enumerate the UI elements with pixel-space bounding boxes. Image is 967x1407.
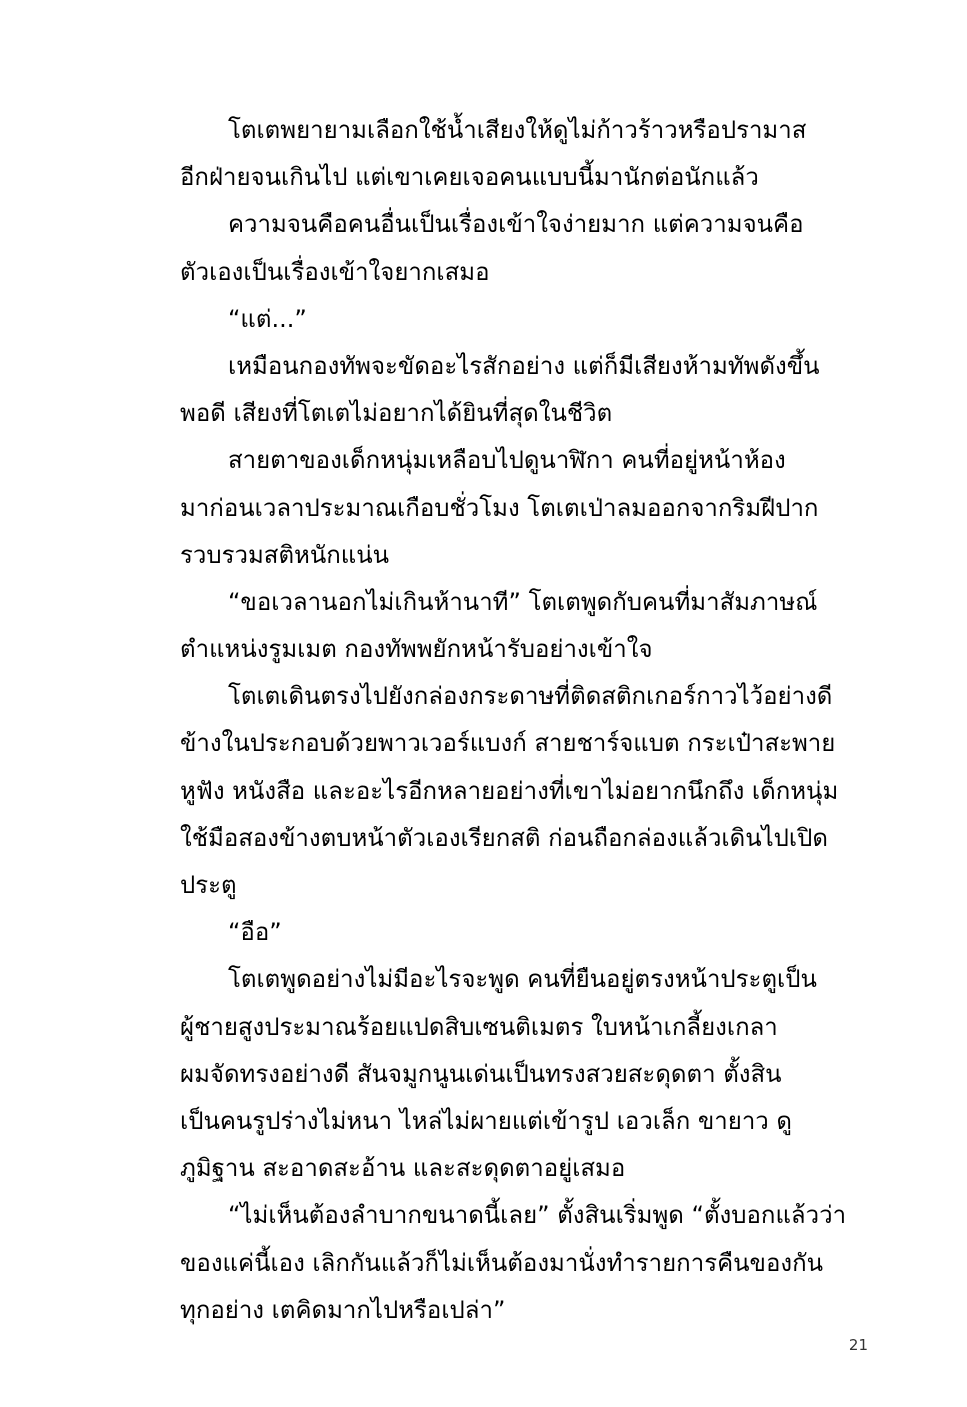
text-line: “ขอเวลานอกไม่เกินห้านาที” โตเตพูดกับคนที่มาสัมภาษณ์ bbox=[228, 587, 818, 616]
text-line: “อือ” bbox=[228, 918, 282, 947]
text-line: ผู้ชายสูงประมาณร้อยแปดสิบเซนติเมตร ใบหน้าเกลี้ยงเกลา bbox=[180, 1012, 778, 1041]
text-line: เป็นคนรูปร่างไม่หนา ไหล่ไม่ผายแต่เข้ารูป เอวเล็ก ขายาว ดู bbox=[180, 1106, 792, 1135]
text-line: “แต่...” bbox=[228, 304, 307, 333]
text-line: โตเตพูดอย่างไม่มีอะไรจะพูด คนที่ยืนอยู่ตรงหน้าประตูเป็น bbox=[228, 965, 817, 994]
page-number: 21 bbox=[848, 1336, 868, 1354]
text-line: อีกฝ่ายจนเกินไป แต่เขาเคยเจอคนแบบนี้มานักต่อนักแล้ว bbox=[180, 163, 759, 192]
text-line: ประตู bbox=[180, 871, 237, 899]
text-line: เหมือนกองทัพจะขัดอะไรสักอย่าง แต่ก็มีเสียงห้ามทัพดังขึ้น bbox=[228, 351, 820, 380]
text-line: ผมจัดทรงอย่างดี สันจมูกนูนเด่นเป็นทรงสวยสะดุดตา ตั้งสิน bbox=[180, 1059, 782, 1088]
text-line: ของแค่นี้เอง เลิกกันแล้วก็ไม่เห็นต้องมานั่งทำรายการคืนของกัน bbox=[180, 1248, 824, 1277]
text-line: โตเตพยายามเลือกใช้น้ำเสียงให้ดูไม่ก้าวร้าวหรือปรามาส bbox=[228, 116, 807, 144]
text-line: หูฟัง หนังสือ และอะไรอีกหลายอย่างที่เขาไม่อยากนึกถึง เด็กหนุ่ม bbox=[180, 776, 839, 805]
text-line: ทุกอย่าง เตคิดมากไปหรือเปล่า” bbox=[180, 1295, 506, 1324]
text-line: “ไม่เห็นต้องลำบากขนาดนี้เลย” ตั้งสินเริ่มพูด “ตั้งบอกแล้วว่า bbox=[228, 1201, 847, 1230]
text-line: มาก่อนเวลาประมาณเกือบชั่วโมง โตเตเป่าลมออกจากริมฝีปาก bbox=[180, 493, 819, 522]
text-line: รวบรวมสติหนักแน่น bbox=[180, 540, 390, 569]
body-text bbox=[180, 107, 868, 1334]
text-line: ใช้มือสองข้างตบหน้าตัวเองเรียกสติ ก่อนถือกล่องแล้วเดินไปเปิด bbox=[180, 823, 828, 852]
text-line: ตำแหน่งรูมเมต กองทัพพยักหน้ารับอย่างเข้าใจ bbox=[180, 635, 653, 664]
text-line: พอดี เสียงที่โตเตไม่อยากได้ยินที่สุดในชีวิต bbox=[180, 399, 613, 428]
text-line: ข้างในประกอบด้วยพาวเวอร์แบงก์ สายชาร์จแบต กระเป๋าสะพาย bbox=[180, 729, 836, 758]
text-line: สายตาของเด็กหนุ่มเหลือบไปดูนาฬิกา คนที่อยู่หน้าห้อง bbox=[228, 446, 786, 475]
text-line: โตเตเดินตรงไปยังกล่องกระดาษที่ติดสติกเกอร์กาวไว้อย่างดี bbox=[228, 682, 833, 711]
text-line: ความจนคือคนอื่นเป็นเรื่องเข้าใจง่ายมาก แต่ความจนคือ bbox=[228, 210, 804, 239]
text-line: ภูมิฐาน สะอาดสะอ้าน และสะดุดตาอยู่เสมอ bbox=[180, 1154, 626, 1183]
text-line: ตัวเองเป็นเรื่องเข้าใจยากเสมอ bbox=[180, 257, 490, 286]
